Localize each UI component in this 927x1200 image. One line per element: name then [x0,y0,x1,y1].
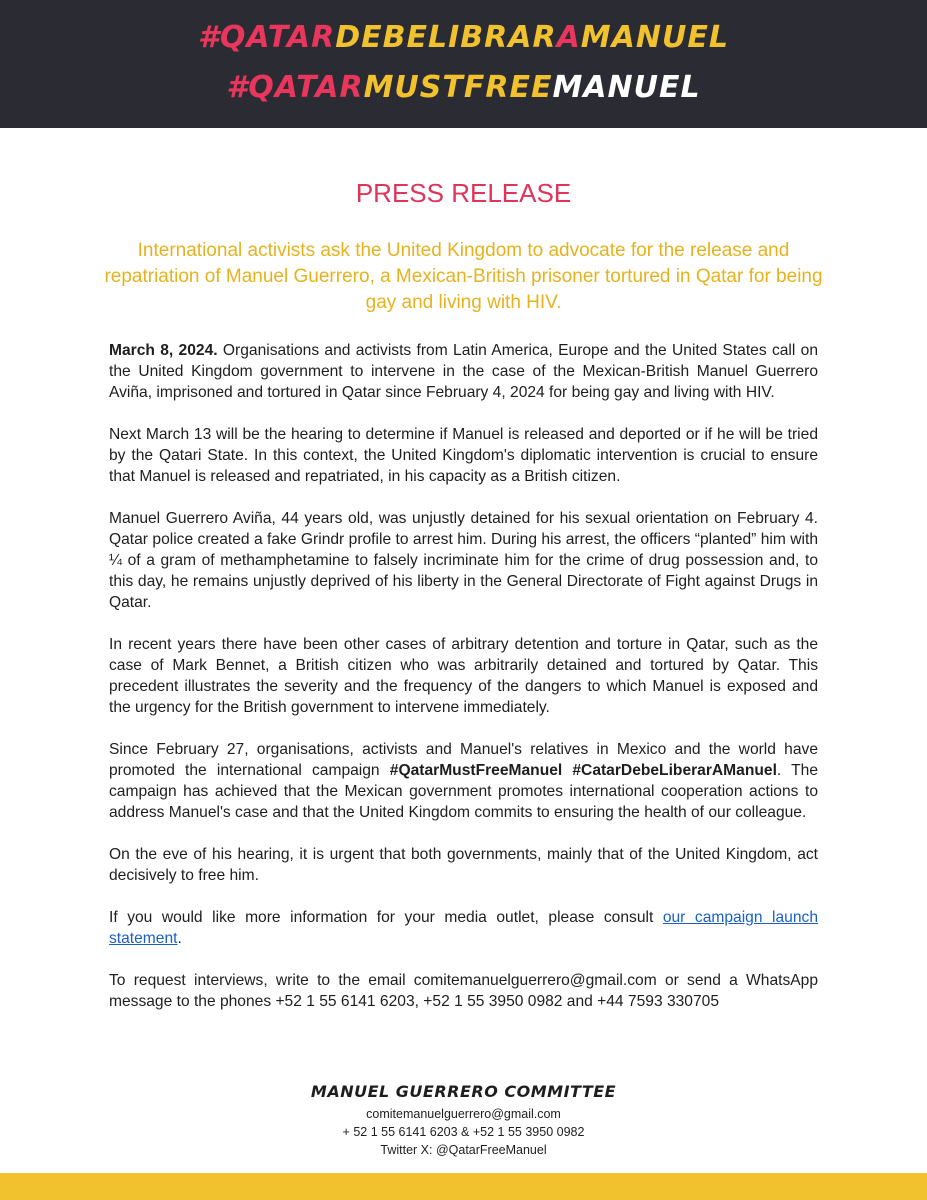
bottom-accent-bar [0,1173,927,1200]
campaign-statement-link[interactable]: our campaign launch statement [109,909,818,947]
footer-email: comitemanuelguerrero@gmail.com [366,1107,561,1121]
paragraph-1 [109,340,818,403]
campaign-hashtags: #QatarMustFreeManuel #CatarDebeLiberarAManuel [389,762,777,779]
header-banner [0,0,927,128]
paragraph-text: If you would like more information for your media outlet, please consult [109,909,663,926]
press-release-body [109,340,818,1033]
paragraph-text: Organisations and activists from Latin America, Europe and the United States call on the United Kingdom government to intervene in the case of the Mexican-British Manuel Guerrero Aviña, imprisoned and tortured in Qatar since February 4, 2024 for being gay and living with HIV. [109,342,818,401]
paragraph-2: Next March 13 will be the hearing to determine if Manuel is released and deported or if he will be tried by the Qatari State. In this context, the United Kingdom's diplomatic intervention is crucial to ensure that Manuel is released and repatriated, in his capacity as a British citizen. [109,426,818,485]
hashtag-english [0,70,927,105]
footer-phones: + 52 1 55 6141 6203 & +52 1 55 3950 0982 [342,1125,585,1139]
footer-contact [0,1082,927,1159]
hashtag-part: MANUEL [580,20,729,55]
paragraph-text: Since February 27, organisations, activists and Manuel's relatives in Mexico and the world have promoted the international campaign [109,741,818,779]
hashtag-part: MUSTFREE [363,70,553,105]
paragraph-3: Manuel Guerrero Aviña, 44 years old, was unjustly detained for his sexual orientation on February 4. Qatar police created a fake Grindr profile to arrest him. During his arrest, the officers “planted” him with ¼ of a gram of methamphetamine to falsely incriminate him for the crime of drug possession and, to this day, he remains unjustly deprived of his liberty in the General Directorate of Fight against Drugs in Qatar. [109,510,818,611]
hashtag-part: #QATAR [226,70,364,105]
paragraph-text: . [177,930,182,947]
paragraph-4: In recent years there have been other cases of arbitrary detention and torture in Qatar, such as the case of Mark Bennet, a British citizen who was arbitrarily detained and tortured by Qatar. This precedent illustrates the severity and the frequency of the dangers to which Manuel is exposed and the urgency for the British government to intervene immediately. [109,636,818,716]
page-subtitle: International activists ask the United Kingdom to advocate for the release and repatriation of Manuel Guerrero, a Mexican-British prisoner tortured in Qatar for being gay and living with HIV. [104,240,823,313]
hashtag-part: #QATAR [198,20,336,55]
paragraph-7 [109,907,818,949]
hashtag-part: A [556,20,581,55]
release-date: March 8, 2024. [109,342,218,359]
hashtag-spanish [0,20,927,55]
paragraph-text: . The campaign has achieved that the Mexican government promotes international cooperation actions to address Manuel's case and that the United Kingdom commits to ensuring the health of our colleague. [109,762,818,821]
footer-twitter: Twitter X: @QatarFreeManuel [380,1143,547,1157]
paragraph-8: To request interviews, write to the email comitemanuelguerrero@gmail.com or send a WhatsApp message to the phones +52 1 55 6141 6203, +52 1 55 3950 0982 and +44 7593 330705 [109,972,818,1010]
committee-name: MANUEL GUERRERO COMMITTEE [310,1082,617,1101]
page-title: PRESS RELEASE [355,178,572,208]
hashtag-part: DEBELIBRAR [335,20,557,55]
paragraph-6: On the eve of his hearing, it is urgent that both governments, mainly that of the United Kingdom, act decisively to free him. [109,846,818,884]
paragraph-5 [109,739,818,823]
hashtag-part: MANUEL [552,70,701,105]
